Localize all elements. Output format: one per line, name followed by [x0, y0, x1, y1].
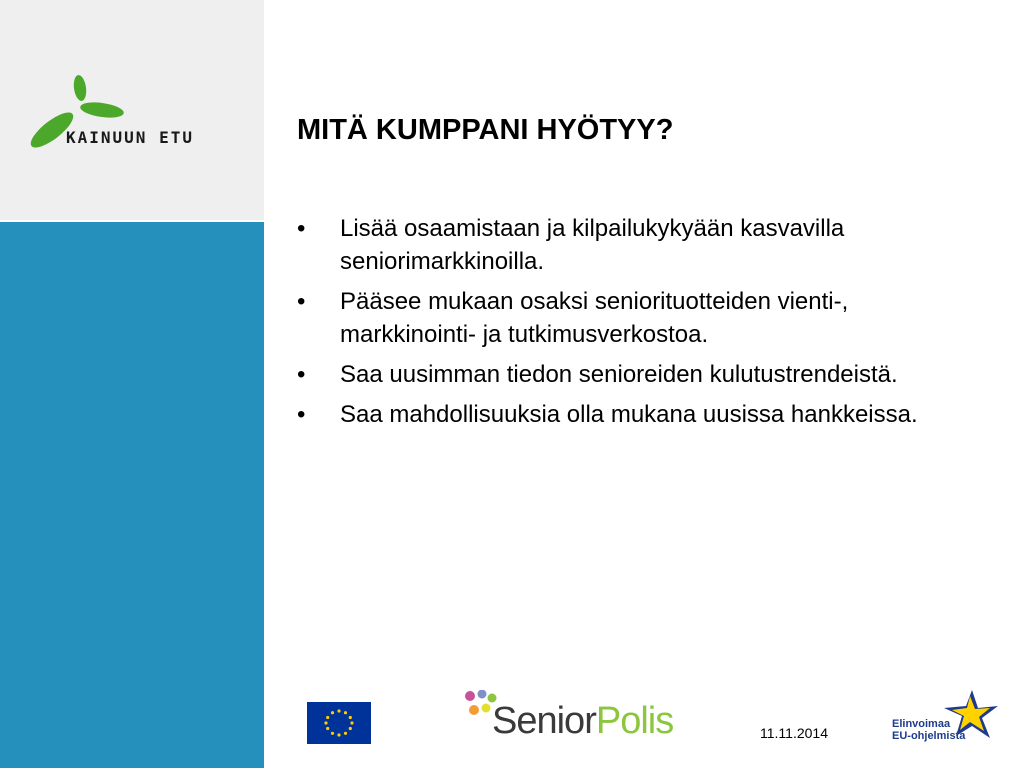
bullet-text: Pääsee mukaan osaksi seniorituotteiden vienti-, markkinointi- ja tutkimusverkostoa.	[340, 288, 849, 348]
bullet-text: Saa uusimman tiedon senioreiden kulutustrendeistä.	[340, 361, 898, 388]
elinvoimaa-line2: EU-ohjelmista	[892, 730, 966, 742]
slide-date: 11.11.2014	[760, 725, 828, 741]
bullet-icon: •	[297, 288, 306, 315]
senior-polis-logo	[492, 700, 673, 743]
elinvoimaa-line1: Elinvoimaa	[892, 718, 951, 730]
list-item	[297, 212, 977, 278]
list-item	[297, 358, 977, 391]
logo-text: KAINUUN ETU	[66, 128, 194, 147]
elinvoimaa-logo	[892, 718, 965, 742]
bullet-text: Lisää osaamistaan ja kilpailukykyään kasvavilla seniorimarkkinoilla.	[340, 215, 845, 275]
sidebar-logo-panel	[0, 0, 264, 220]
bullet-icon: •	[297, 361, 306, 388]
bullet-icon: •	[297, 215, 306, 242]
list-item	[297, 398, 977, 431]
senior-polis-part2: Polis	[595, 700, 674, 742]
sidebar-blue-panel	[0, 222, 264, 768]
bullet-list	[297, 212, 977, 438]
slide-title: MITÄ KUMPPANI HYÖTYY?	[297, 114, 674, 146]
list-item	[297, 285, 977, 351]
bullet-icon: •	[297, 401, 306, 428]
senior-polis-part1: Senior	[492, 700, 596, 742]
eu-flag-icon	[307, 702, 371, 744]
bullet-text: Saa mahdollisuuksia olla mukana uusissa hankkeissa.	[340, 401, 918, 428]
